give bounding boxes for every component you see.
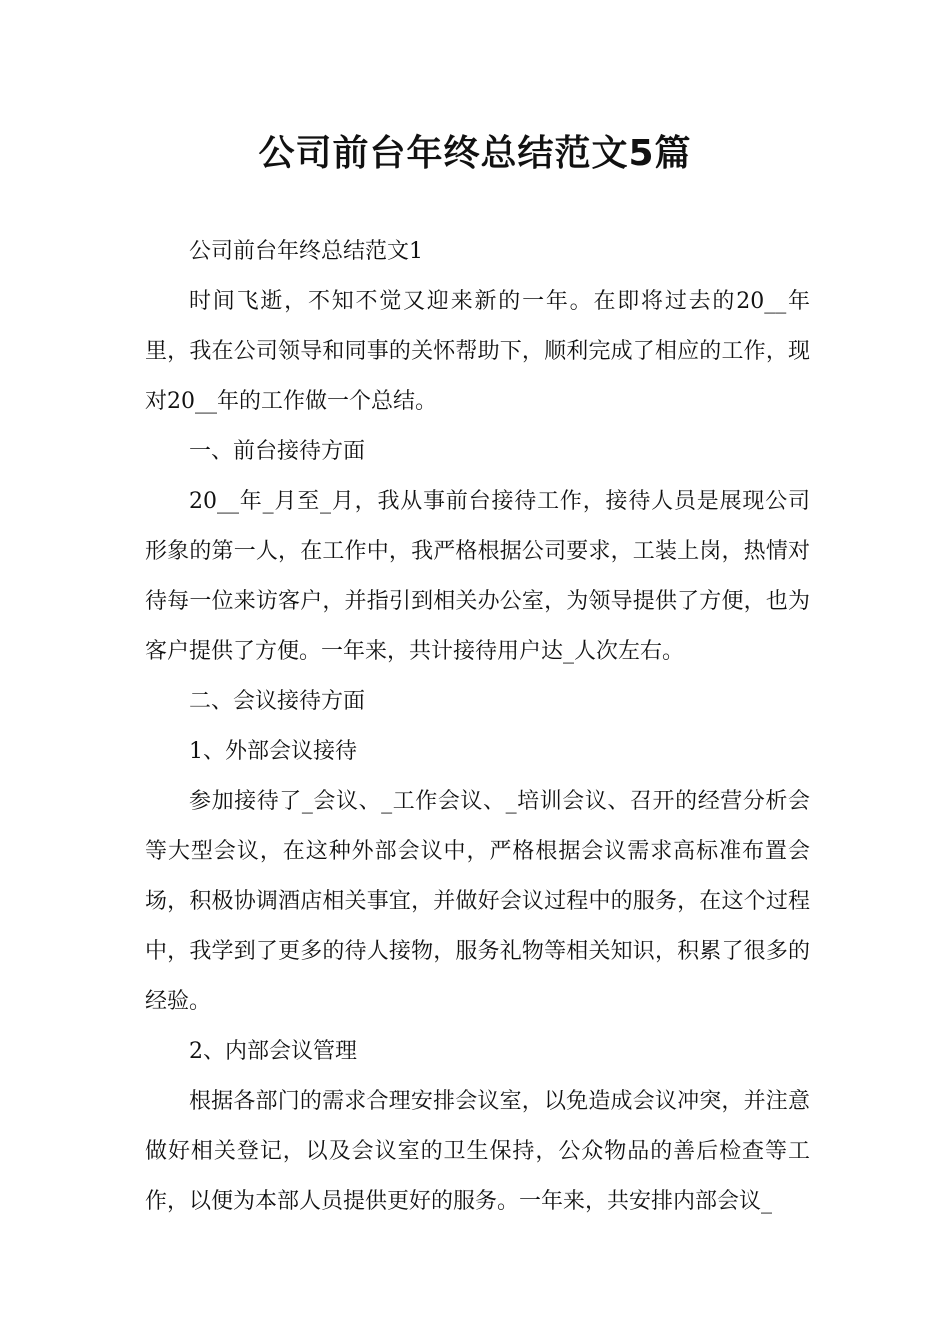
document-body bbox=[145, 227, 810, 1227]
section-heading: 公司前台年终总结范文1 bbox=[189, 239, 423, 264]
paragraph: 根据各部门的需求合理安排会议室，以免造成会议冲突，并注意做好相关登记，以及会议室的卫生保持，公众物品的善后检查等工作，以便为本部人员提供更好的服务。一年来，共安排内部会议_ bbox=[145, 1089, 810, 1214]
paragraph: 20__年_月至_月，我从事前台接待工作，接待人员是展现公司形象的第一人，在工作中，我严格根据公司要求，工装上岗，热情对待每一位来访客户，并指引到相关办公室，为领导提供了方便，也为客户提供了方便。一年来，共计接待用户达_人次左右。 bbox=[145, 489, 810, 664]
document-title: 公司前台年终总结范文5篇 bbox=[258, 133, 692, 174]
section-heading: 二、会议接待方面 bbox=[189, 689, 366, 714]
paragraph: 时间飞逝，不知不觉又迎来新的一年。在即将过去的20__年里，我在公司领导和同事的关怀帮助下，顺利完成了相应的工作，现对20__年的工作做一个总结。 bbox=[145, 289, 810, 414]
subsection-heading: 2、内部会议管理 bbox=[189, 1039, 357, 1064]
paragraph: 参加接待了_会议、_工作会议、_培训会议、召开的经营分析会等大型会议，在这种外部会议中，严格根据会议需求高标准布置会场，积极协调酒店相关事宜，并做好会议过程中的服务，在这个过程中，我学到了更多的待人接物，服务礼物等相关知识，积累了很多的经验。 bbox=[145, 789, 810, 1014]
section-heading: 一、前台接待方面 bbox=[189, 439, 366, 464]
subsection-heading: 1、外部会议接待 bbox=[189, 739, 357, 764]
